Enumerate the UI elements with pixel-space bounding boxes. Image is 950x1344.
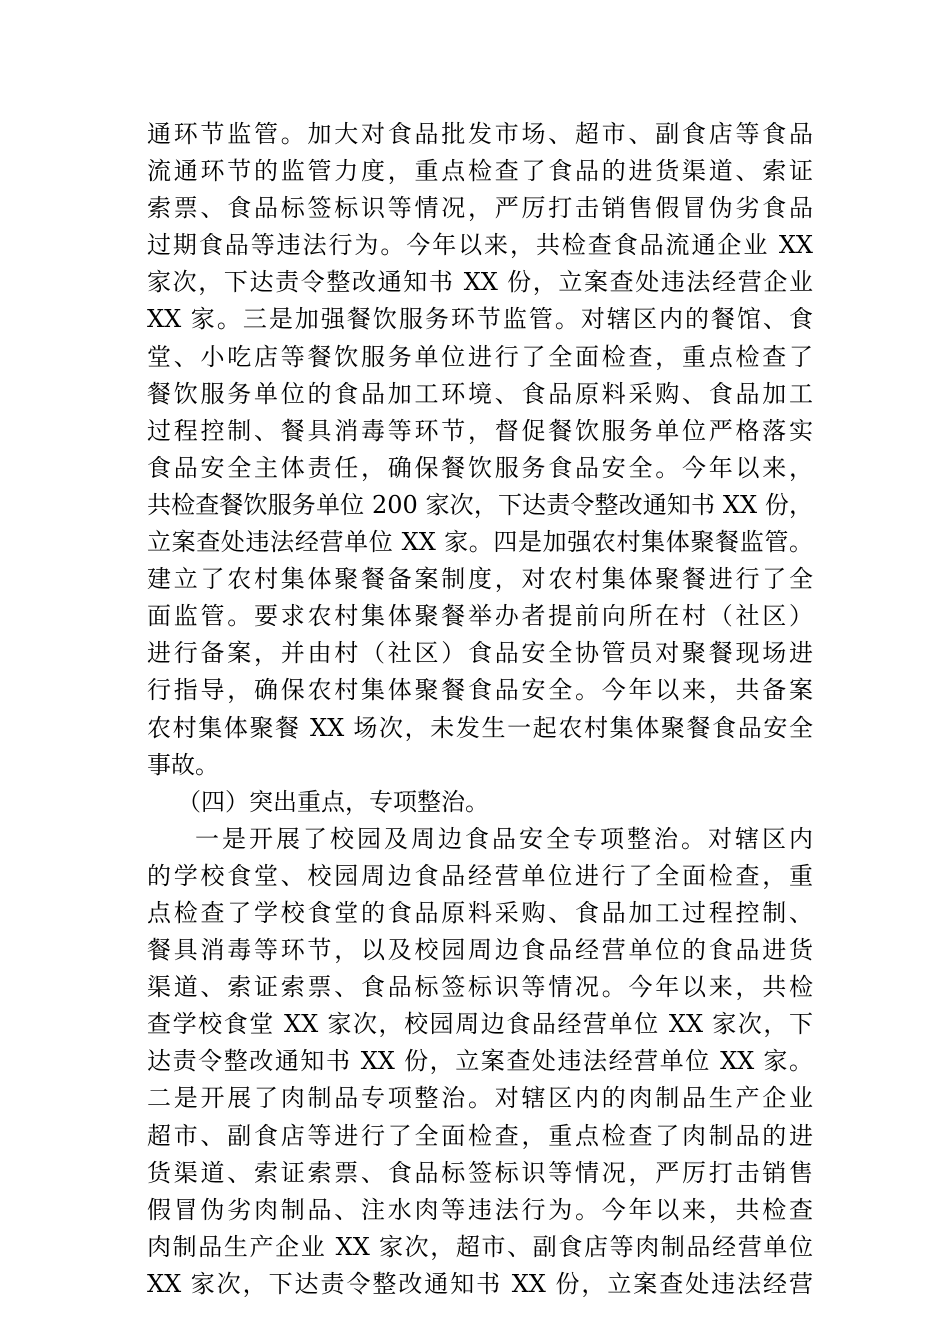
body-line: 餐具消毒等环节，以及校园周边食品经营单位的食品进货: [147, 936, 813, 965]
body-line: 行指导，确保农村集体聚餐食品安全。今年以来，共备案: [147, 676, 813, 705]
body-line: XX 家次，下达责令整改通知书 XX 份，立案查处违法经营: [147, 1269, 813, 1298]
body-line: 肉制品生产企业 XX 家次，超市、副食店等肉制品经营单位: [147, 1232, 813, 1261]
body-line: 查学校食堂 XX 家次，校园周边食品经营单位 XX 家次，下: [147, 1010, 813, 1039]
body-line: 货渠道、索证索票、食品标签标识等情况，严厉打击销售: [147, 1158, 813, 1187]
body-line: 共检查餐饮服务单位 200 家次，下达责令整改通知书 XX 份，: [147, 490, 813, 519]
body-line: 的学校食堂、校园周边食品经营单位进行了全面检查，重: [147, 861, 813, 890]
body-line: 达责令整改通知书 XX 份，立案查处违法经营单位 XX 家。: [147, 1047, 813, 1076]
section-heading: （四）突出重点，专项整治。: [177, 787, 489, 816]
body-line: 流通环节的监管力度，重点检查了食品的进货渠道、索证: [147, 157, 813, 186]
body-line: 超市、副食店等进行了全面检查，重点检查了肉制品的进: [147, 1121, 813, 1150]
body-line: XX 家。三是加强餐饮服务环节监管。对辖区内的餐馆、食: [147, 305, 813, 334]
document-body: [147, 116, 813, 1303]
body-line: 通环节监管。加大对食品批发市场、超市、副食店等食品: [147, 120, 813, 148]
body-line: 堂、小吃店等餐饮服务单位进行了全面检查，重点检查了: [147, 342, 813, 371]
body-line: 过期食品等违法行为。今年以来，共检查食品流通企业 XX: [147, 231, 813, 260]
body-line: 进行备案，并由村（社区）食品安全协管员对聚餐现场进: [147, 639, 813, 668]
body-line: 事故。: [147, 750, 219, 779]
body-line: 家次，下达责令整改通知书 XX 份，立案查处违法经营企业: [147, 268, 813, 297]
body-line: 农村集体聚餐 XX 场次，未发生一起农村集体聚餐食品安全: [147, 713, 813, 742]
body-line: 建立了农村集体聚餐备案制度，对农村集体聚餐进行了全: [147, 565, 813, 594]
body-line: 索票、食品标签标识等情况，严厉打击销售假冒伪劣食品: [147, 194, 813, 223]
body-line: 食品安全主体责任，确保餐饮服务食品安全。今年以来，: [147, 453, 813, 482]
body-line: 渠道、索证索票、食品标签标识等情况。今年以来，共检: [147, 973, 813, 1002]
body-line: 面监管。要求农村集体聚餐举办者提前向所在村（社区）: [147, 602, 813, 631]
body-line: 立案查处违法经营单位 XX 家。四是加强农村集体聚餐监管。: [147, 528, 813, 557]
body-line: 假冒伪劣肉制品、注水肉等违法行为。今年以来，共检查: [147, 1195, 813, 1224]
body-line: 二是开展了肉制品专项整治。对辖区内的肉制品生产企业: [147, 1084, 813, 1113]
body-line: 点检查了学校食堂的食品原料采购、食品加工过程控制、: [147, 898, 813, 927]
body-line: 过程控制、餐具消毒等环节，督促餐饮服务单位严格落实: [147, 416, 813, 445]
body-line: 一是开展了校园及周边食品安全专项整治。对辖区内: [195, 824, 813, 853]
body-line: 餐饮服务单位的食品加工环境、食品原料采购、食品加工: [147, 379, 813, 408]
